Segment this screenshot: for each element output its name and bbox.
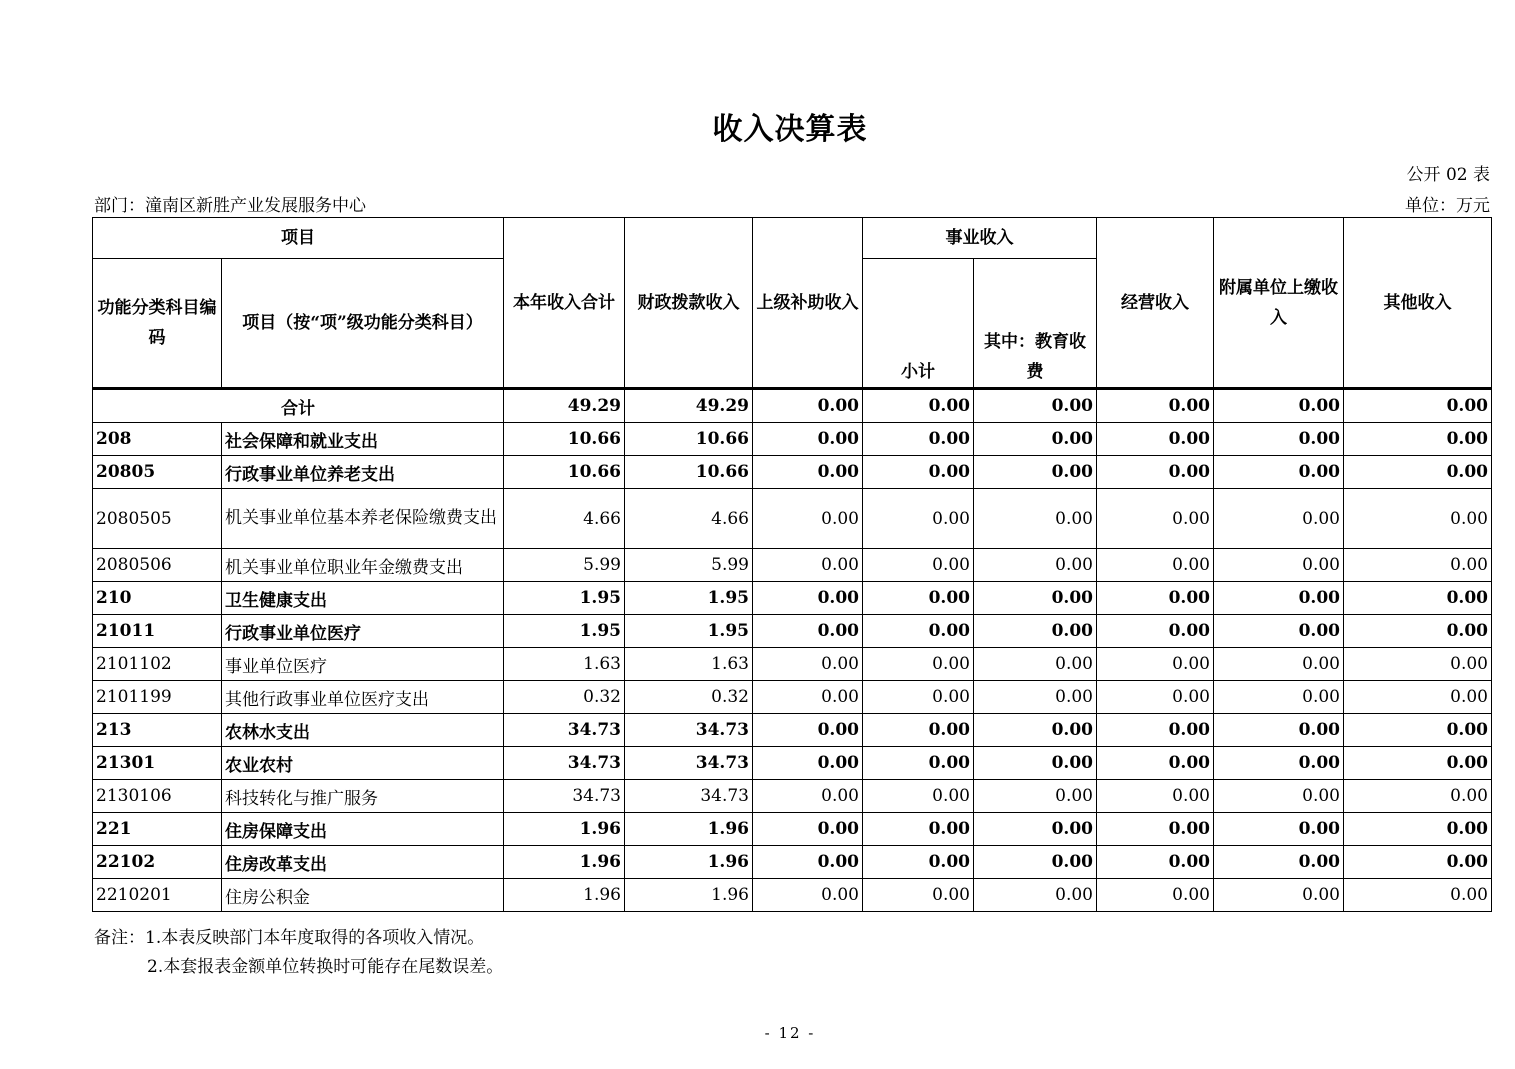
row-value: 0.00 <box>1344 747 1492 780</box>
row-value: 0.00 <box>1214 582 1344 615</box>
row-name: 农业农村 <box>222 747 504 780</box>
row-code: 208 <box>93 423 222 456</box>
table-row <box>93 846 1492 879</box>
row-value: 0.00 <box>1344 780 1492 813</box>
unit-label: 单位：万元 <box>1405 196 1490 216</box>
row-value: 0.00 <box>1214 747 1344 780</box>
table-row <box>93 648 1492 681</box>
row-value: 0.00 <box>974 780 1097 813</box>
row-name: 住房改革支出 <box>222 846 504 879</box>
table-row <box>93 615 1492 648</box>
row-value: 0.00 <box>1097 879 1214 912</box>
row-name: 卫生健康支出 <box>222 582 504 615</box>
header-name: 项目（按“项”级功能分类科目） <box>222 259 504 389</box>
row-name: 住房保障支出 <box>222 813 504 846</box>
row-value: 0.00 <box>1214 489 1344 549</box>
row-value: 0.00 <box>974 813 1097 846</box>
row-value: 0.00 <box>1097 615 1214 648</box>
row-value: 0.00 <box>863 423 974 456</box>
row-value: 0.00 <box>863 714 974 747</box>
row-value: 0.00 <box>1344 846 1492 879</box>
row-value: 0.00 <box>753 489 863 549</box>
row-value: 0.00 <box>1097 747 1214 780</box>
row-value: 0.00 <box>863 747 974 780</box>
row-value: 0.00 <box>1214 456 1344 489</box>
row-value: 0.00 <box>753 780 863 813</box>
row-value: 10.66 <box>504 456 625 489</box>
total-value: 0.00 <box>974 389 1097 423</box>
row-value: 0.00 <box>863 879 974 912</box>
header-superior: 上级补助收入 <box>753 218 863 389</box>
row-name: 农林水支出 <box>222 714 504 747</box>
row-code: 2101102 <box>93 648 222 681</box>
total-value: 49.29 <box>625 389 753 423</box>
row-value: 1.95 <box>625 582 753 615</box>
row-value: 1.95 <box>504 582 625 615</box>
header-subtotal: 小计 <box>863 259 974 389</box>
row-value: 10.66 <box>625 423 753 456</box>
row-name: 科技转化与推广服务 <box>222 780 504 813</box>
row-value: 4.66 <box>625 489 753 549</box>
row-value: 34.73 <box>625 747 753 780</box>
row-value: 0.00 <box>753 681 863 714</box>
row-value: 0.00 <box>1214 813 1344 846</box>
total-value: 0.00 <box>863 389 974 423</box>
row-value: 0.00 <box>974 423 1097 456</box>
row-value: 0.00 <box>753 846 863 879</box>
row-value: 0.00 <box>863 846 974 879</box>
row-value: 0.00 <box>1344 879 1492 912</box>
row-value: 1.96 <box>625 846 753 879</box>
table-body <box>93 389 1492 912</box>
table-row <box>93 780 1492 813</box>
row-code: 22102 <box>93 846 222 879</box>
row-value: 0.00 <box>974 648 1097 681</box>
total-value: 0.00 <box>1214 389 1344 423</box>
row-value: 0.00 <box>1214 879 1344 912</box>
table-row <box>93 456 1492 489</box>
row-code: 21301 <box>93 747 222 780</box>
row-value: 0.00 <box>1344 582 1492 615</box>
note-line-2: 2.本套报表金额单位转换时可能存在尾数误差。 <box>147 957 504 977</box>
row-value: 0.00 <box>974 615 1097 648</box>
total-label: 合计 <box>93 389 504 423</box>
row-name: 行政事业单位医疗 <box>222 615 504 648</box>
row-value: 4.66 <box>504 489 625 549</box>
table-row <box>93 681 1492 714</box>
row-value: 0.00 <box>1097 846 1214 879</box>
row-value: 0.00 <box>1344 615 1492 648</box>
total-value: 0.00 <box>753 389 863 423</box>
row-value: 0.00 <box>753 423 863 456</box>
row-value: 0.00 <box>863 549 974 582</box>
row-value: 0.00 <box>753 813 863 846</box>
department-label: 部门：潼南区新胜产业发展服务中心 <box>94 196 366 216</box>
row-value: 0.00 <box>974 846 1097 879</box>
row-name: 机关事业单位职业年金缴费支出 <box>222 549 504 582</box>
row-value: 0.00 <box>863 582 974 615</box>
total-value: 0.00 <box>1097 389 1214 423</box>
row-value: 0.00 <box>974 489 1097 549</box>
row-value: 34.73 <box>504 714 625 747</box>
notes <box>94 924 503 982</box>
row-value: 0.00 <box>753 549 863 582</box>
row-value: 0.00 <box>1214 780 1344 813</box>
row-value: 0.00 <box>863 456 974 489</box>
table-row <box>93 489 1492 549</box>
row-value: 0.00 <box>1097 423 1214 456</box>
row-code: 2101199 <box>93 681 222 714</box>
row-value: 0.00 <box>974 681 1097 714</box>
header-affiliated: 附属单位上缴收入 <box>1214 218 1344 389</box>
page-title: 收入决算表 <box>712 112 868 147</box>
row-code: 2210201 <box>93 879 222 912</box>
row-value: 0.00 <box>1214 615 1344 648</box>
row-name: 事业单位医疗 <box>222 648 504 681</box>
row-value: 5.99 <box>504 549 625 582</box>
row-value: 1.95 <box>504 615 625 648</box>
page-number: - 12 - <box>764 1024 816 1042</box>
row-value: 0.00 <box>1344 549 1492 582</box>
row-value: 0.00 <box>1214 681 1344 714</box>
row-value: 1.96 <box>625 879 753 912</box>
row-name: 行政事业单位养老支出 <box>222 456 504 489</box>
row-value: 34.73 <box>504 747 625 780</box>
row-value: 0.00 <box>1214 549 1344 582</box>
form-number: 公开 02 表 <box>1406 165 1490 185</box>
income-table <box>92 217 1492 912</box>
row-value: 0.00 <box>1097 813 1214 846</box>
header-code: 功能分类科目编码 <box>93 259 222 389</box>
header-other: 其他收入 <box>1344 218 1492 389</box>
row-value: 0.00 <box>1214 648 1344 681</box>
row-value: 0.00 <box>863 681 974 714</box>
header-operating: 经营收入 <box>1097 218 1214 389</box>
row-name: 社会保障和就业支出 <box>222 423 504 456</box>
row-code: 210 <box>93 582 222 615</box>
row-value: 1.96 <box>504 813 625 846</box>
row-name: 其他行政事业单位医疗支出 <box>222 681 504 714</box>
row-value: 34.73 <box>625 714 753 747</box>
row-value: 0.00 <box>863 615 974 648</box>
header-education: 其中：教育收费 <box>974 259 1097 389</box>
row-value: 0.00 <box>753 714 863 747</box>
row-code: 21011 <box>93 615 222 648</box>
row-value: 34.73 <box>625 780 753 813</box>
row-value: 0.00 <box>1097 780 1214 813</box>
row-value: 10.66 <box>625 456 753 489</box>
table-row <box>93 582 1492 615</box>
row-value: 5.99 <box>625 549 753 582</box>
row-value: 10.66 <box>504 423 625 456</box>
row-value: 0.00 <box>974 549 1097 582</box>
row-value: 0.00 <box>1344 648 1492 681</box>
total-value: 49.29 <box>504 389 625 423</box>
row-name: 住房公积金 <box>222 879 504 912</box>
table-row <box>93 423 1492 456</box>
row-value: 0.00 <box>1097 648 1214 681</box>
row-value: 0.00 <box>1344 456 1492 489</box>
row-value: 0.32 <box>504 681 625 714</box>
row-value: 1.95 <box>625 615 753 648</box>
row-value: 0.32 <box>625 681 753 714</box>
row-value: 0.00 <box>1214 423 1344 456</box>
table-row <box>93 549 1492 582</box>
table-row <box>93 813 1492 846</box>
row-name: 机关事业单位基本养老保险缴费支出 <box>222 489 504 549</box>
row-value: 0.00 <box>974 747 1097 780</box>
header-fiscal: 财政拨款收入 <box>625 218 753 389</box>
row-value: 1.96 <box>504 846 625 879</box>
row-value: 0.00 <box>1097 456 1214 489</box>
row-value: 1.96 <box>625 813 753 846</box>
table-row <box>93 714 1492 747</box>
row-value: 0.00 <box>1344 681 1492 714</box>
row-value: 1.63 <box>625 648 753 681</box>
row-value: 0.00 <box>1097 549 1214 582</box>
row-value: 0.00 <box>1097 489 1214 549</box>
row-value: 0.00 <box>974 879 1097 912</box>
total-value: 0.00 <box>1344 389 1492 423</box>
row-value: 0.00 <box>1344 714 1492 747</box>
row-value: 0.00 <box>753 648 863 681</box>
row-value: 0.00 <box>863 813 974 846</box>
row-value: 0.00 <box>863 489 974 549</box>
row-value: 0.00 <box>974 582 1097 615</box>
row-value: 0.00 <box>1097 681 1214 714</box>
row-code: 213 <box>93 714 222 747</box>
row-value: 0.00 <box>753 879 863 912</box>
row-code: 2080505 <box>93 489 222 549</box>
row-value: 0.00 <box>1344 813 1492 846</box>
row-value: 0.00 <box>974 456 1097 489</box>
row-value: 0.00 <box>974 714 1097 747</box>
header-item-group: 项目 <box>93 218 504 259</box>
row-value: 1.96 <box>504 879 625 912</box>
row-value: 0.00 <box>1344 423 1492 456</box>
row-code: 221 <box>93 813 222 846</box>
row-value: 0.00 <box>753 615 863 648</box>
note-line-1: 备注：1.本表反映部门本年度取得的各项收入情况。 <box>94 928 485 948</box>
table-row <box>93 747 1492 780</box>
row-value: 0.00 <box>753 747 863 780</box>
row-value: 0.00 <box>1214 714 1344 747</box>
row-value: 0.00 <box>1097 582 1214 615</box>
header-total: 本年收入合计 <box>504 218 625 389</box>
row-value: 0.00 <box>1214 846 1344 879</box>
row-code: 20805 <box>93 456 222 489</box>
row-value: 0.00 <box>863 780 974 813</box>
row-value: 1.63 <box>504 648 625 681</box>
row-value: 0.00 <box>1097 714 1214 747</box>
row-value: 0.00 <box>1344 489 1492 549</box>
row-code: 2130106 <box>93 780 222 813</box>
header-career-group: 事业收入 <box>863 218 1097 259</box>
row-value: 34.73 <box>504 780 625 813</box>
row-value: 0.00 <box>753 582 863 615</box>
table-row <box>93 879 1492 912</box>
total-row <box>93 389 1492 423</box>
row-value: 0.00 <box>863 648 974 681</box>
row-code: 2080506 <box>93 549 222 582</box>
row-value: 0.00 <box>753 456 863 489</box>
